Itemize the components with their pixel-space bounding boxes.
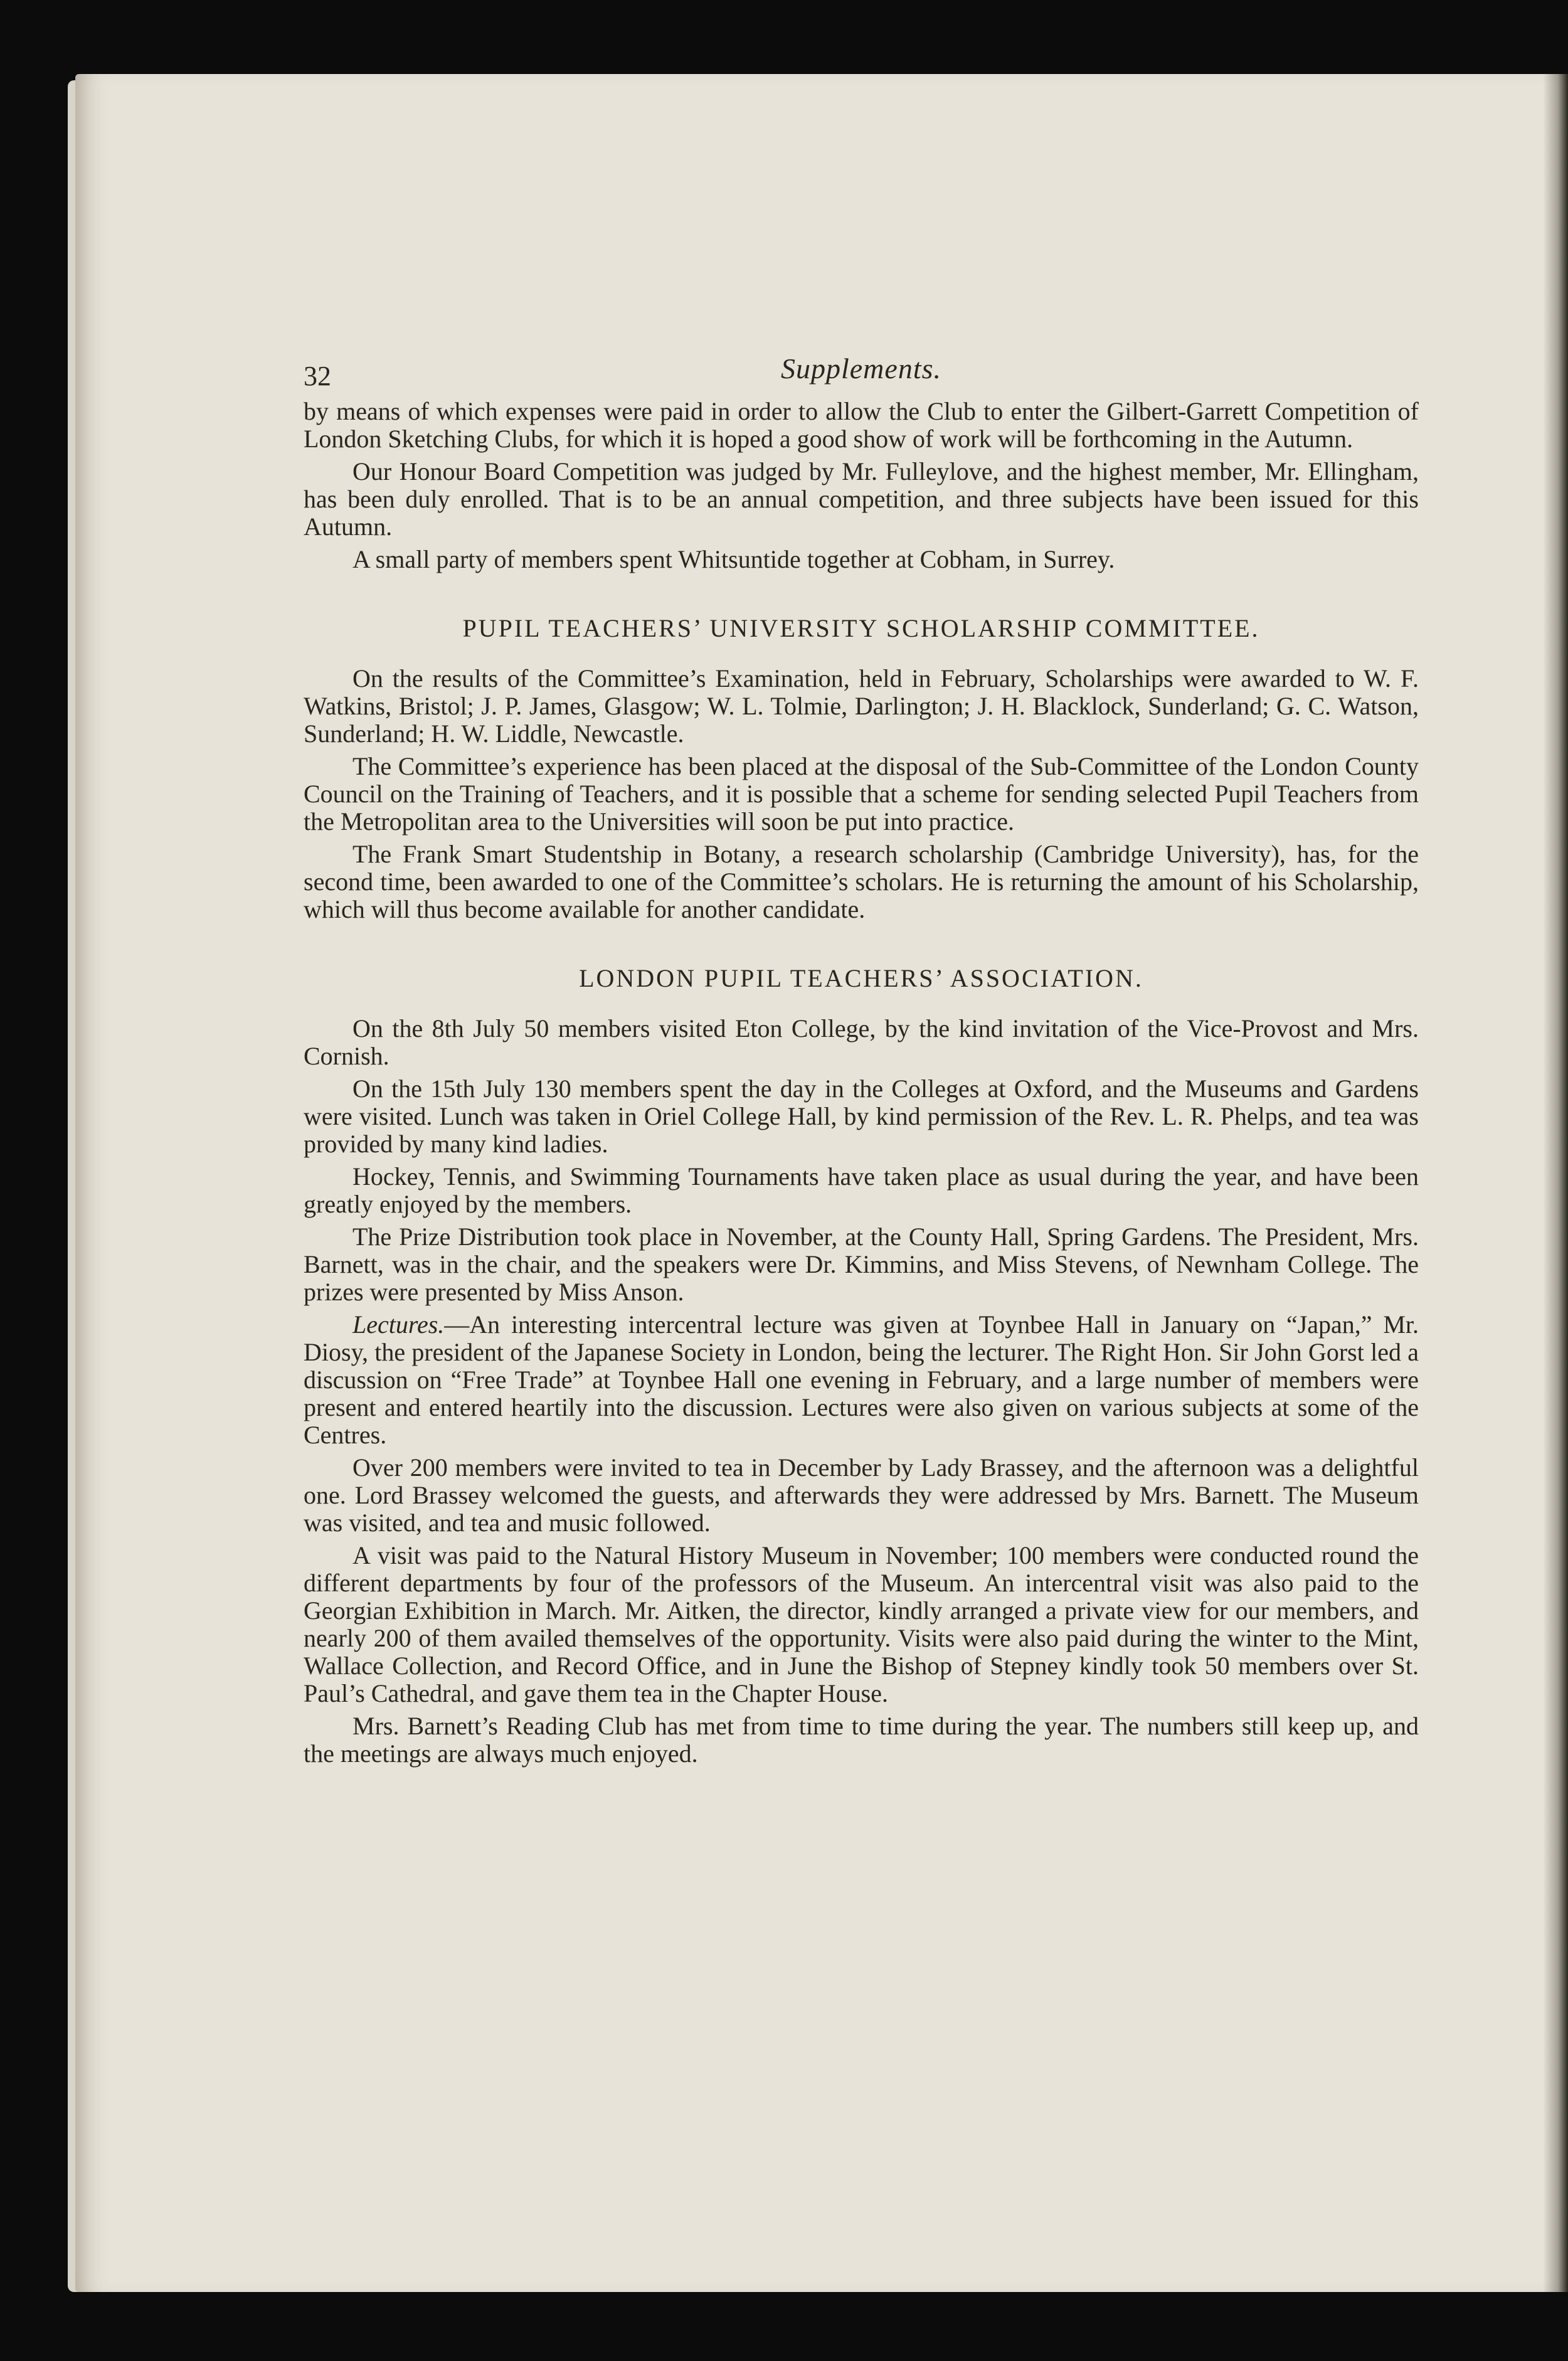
page-gutter-shadow [1543,74,1568,2292]
association-paragraph-7: Mrs. Barnett’s Reading Club has met from time to time during the year. The numbers still keep up, and the meetings are always much enjoyed. [304,1712,1419,1768]
association-paragraph-5: Over 200 members were invited to tea in December by Lady Brassey, and the afternoon was a delightful one. Lord Brassey welcomed the guests, and afterwards they were addressed by Mrs. Barnett. The Museum was visited, and tea and music followed. [304,1453,1419,1537]
association-paragraph-3: Hockey, Tennis, and Swimming Tournaments have taken place as usual during the year, and have been greatly enjoyed by the members. [304,1162,1419,1218]
running-head [304,348,1419,398]
scholarship-paragraph-3: The Frank Smart Studentship in Botany, a research scholarship (Cambridge University), has, for the second time, been awarded to one of the Committee’s scholars. He is returning the amount of his Scholarship, which will thus become available for another candidate. [304,840,1419,923]
book-page [75,74,1568,2292]
running-head-title: Supplements. [780,353,941,385]
association-paragraph-6: A visit was paid to the Natural History Museum in November; 100 members were conducted round the different departments by four of the professors of the Museum. An intercentral visit was also paid to the Georgian Exhibition in March. Mr. Aitken, the director, kindly arranged a private view for our members, and nearly 200 of them availed themselves of the opportunity. Visits were also paid during the winter to the Mint, Wallace Collection, and Record Office, and in June the Bishop of Stepney kindly took 50 members over St. Paul’s Cathedral, and gave them tea in the Chapter House. [304,1541,1419,1707]
section-title-pupil-teachers-association: LONDON PUPIL TEACHERS’ ASSOCIATION. [579,964,1143,992]
intro-paragraph-3: A small party of members spent Whitsuntide together at Cobham, in Surrey. [352,545,1115,573]
scholarship-paragraph-1: On the results of the Committee’s Examination, held in February, Scholarships were awarded to W. F. Watkins, Bristol; J. P. James, Glasgow; W. L. Tolmie, Darlington; J. H. Blacklock, Sunderland; G. C. Watson, Sunderland; H. W. Liddle, Newcastle. [304,664,1419,748]
lectures-paragraph [304,1311,1419,1449]
intro-paragraph-1: by means of which expenses were paid in order to allow the Club to enter the Gilbert-Garrett Competition of London Sketching Clubs, for which it is hoped a good show of work will be forthcoming in the Autumn. [304,397,1419,453]
association-paragraph-4: The Prize Distribution took place in November, at the County Hall, Spring Gardens. The President, Mrs. Barnett, was in the chair, and the speakers were Dr. Kimmins, and Miss Stevens, of Newnham College. The prizes were presented by Miss Anson. [304,1223,1419,1306]
section-title-scholarship-committee: PUPIL TEACHERS’ UNIVERSITY SCHOLARSHIP COMMITTEE. [462,614,1260,642]
page-number: 32 [304,361,331,391]
scholarship-paragraph-2: The Committee’s experience has been placed at the disposal of the Sub-Committee of the London County Council on the Training of Teachers, and it is possible that a scheme for sending selected Pupil Teachers from the Metropolitan area to the Universities will soon be put into practice. [304,752,1419,836]
association-paragraph-1: On the 8th July 50 members visited Eton College, by the kind invitation of the Vice-Provost and Mrs. Cornish. [304,1014,1419,1070]
intro-paragraph-2: Our Honour Board Competition was judged by Mr. Fulleylove, and the highest member, Mr. Ellingham, has been duly enrolled. That is to be an annual competition, and three subjects have been issued for this Autumn. [304,457,1419,541]
lectures-text: —An interesting intercentral lecture was given at Toynbee Hall in January on “Japan,” Mr. Diosy, the president of the Japanese Society in London, being the lecturer. The Right Hon. Sir John Gorst led a discussion on “Free Trade” at Toynbee Hall one evening in February, and a large number of members were present and entered heartily into the discussion. Lectures were also given on various subjects at some of the Centres. [304,1310,1419,1449]
page-content [304,348,1419,1773]
lectures-lead: Lectures. [352,1310,445,1339]
association-paragraph-2: On the 15th July 130 members spent the day in the Colleges at Oxford, and the Museums and Gardens were visited. Lunch was taken in Oriel College Hall, by kind permission of the Rev. L. R. Phelps, and tea was provided by many kind ladies. [304,1074,1419,1158]
